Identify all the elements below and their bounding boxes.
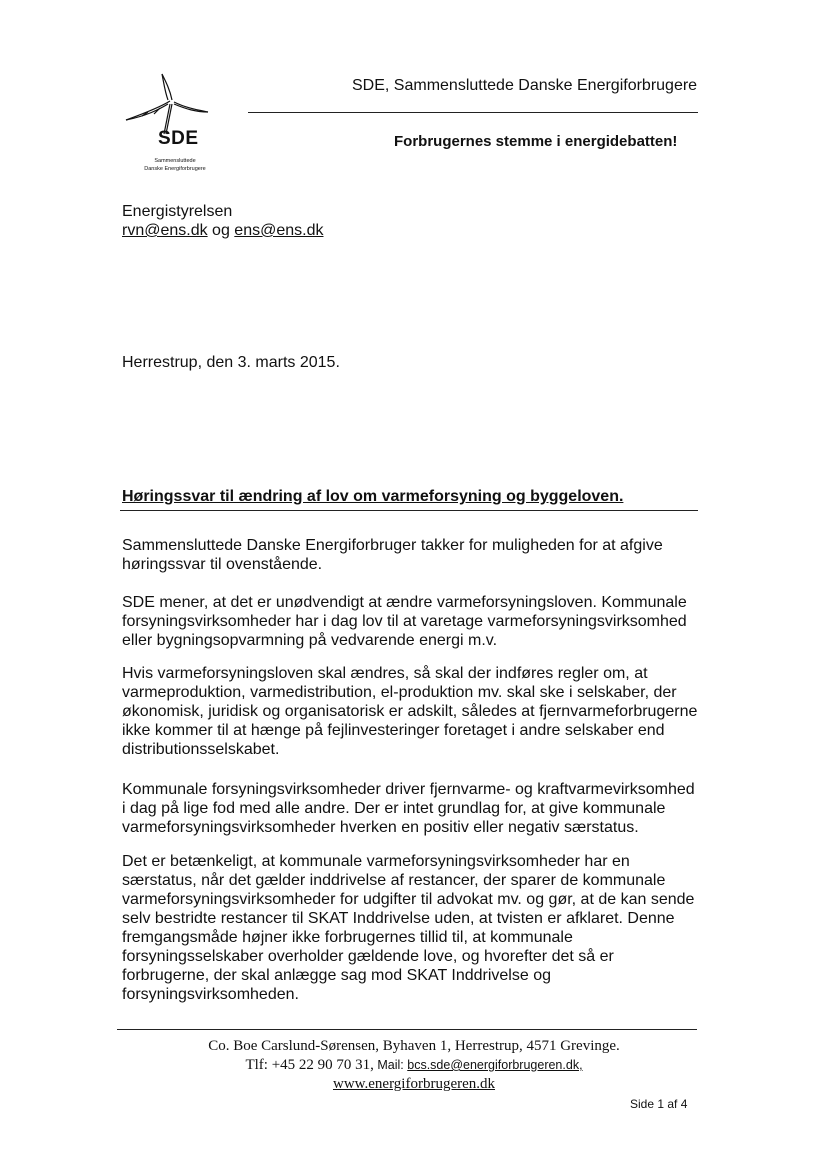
logo-abbreviation: SDE [158, 128, 199, 149]
footer-website [0, 1076, 828, 1093]
subject-divider [120, 510, 698, 511]
recipient-block [122, 202, 323, 240]
page-number: Side 1 af 4 [630, 1097, 688, 1111]
footer-mail-label: Mail: [373, 1058, 408, 1072]
body-paragraph-4: Kommunale forsyningsvirksomheder driver fjernvarme- og kraftvarmevirksomhed i dag på lige fod med alle andre. Der er intet grundlag for, at give kommunale varmeforsyningsvirksomheder hverken en positiv eller negativ særstatus. [122, 781, 695, 836]
recipient-emails [122, 221, 323, 240]
recipient-email-link-2[interactable]: ens@ens.dk [234, 222, 324, 239]
footer-address: Co. Boe Carslund-Sørensen, Byhaven 1, Herrestrup, 4571 Grevinge. [208, 1038, 620, 1054]
sde-logo [118, 72, 238, 182]
letter-subject: Høringssvar til ændring af lov om varmeforsyning og byggeloven. [122, 488, 624, 505]
body-paragraph-1: Sammensluttede Danske Energiforbruger takker for muligheden for at afgive høringssvar til ovenstående. [122, 537, 663, 573]
letter-date: Herrestrup, den 3. marts 2015. [122, 354, 340, 371]
logo-subtitle-line2: Danske Energiforbrugere [144, 166, 206, 172]
footer-phone: Tlf: +45 22 90 70 31, [245, 1057, 374, 1073]
header-tagline: Forbrugernes stemme i energidebatten! [394, 133, 678, 150]
body-paragraph-5: Det er betænkeligt, at kommunale varmeforsyningsvirksomheder har en særstatus, når det gælder inddrivelse af restancer, der sparer de kommunale varmeforsyningsvirksomheder for udgifter til advokat mv. og gør, at de kan sende selv bestridte restancer til SKAT Inddrivelse uden, at tvisten er afklaret. Denne fremgangsmåde højner ikke forbrugernes tillid til, at kommunale forsyningsselskaber overholder gældende love, og hvorefter det så er forbrugerne, der skal anlægge sag mod SKAT Inddrivelse og forsyningsvirksomheden. [122, 853, 695, 1003]
recipient-email-joiner: og [207, 222, 235, 239]
logo-subtitle-line1: Sammensluttede [154, 158, 196, 164]
header-divider [248, 112, 698, 113]
header-organization: SDE, Sammensluttede Danske Energiforbrugere [352, 77, 698, 94]
body-paragraph-3: Hvis varmeforsyningsloven skal ændres, så skal der indføres regler om, at varmeproduktion, varmedistribution, el-produktion mv. skal ske i selskaber, der økonomisk, juridisk og organisatorisk er adskilt, således at fjernvarmeforbrugerne ikke kommer til at hænge på fejlinvesteringer foretaget i andre selskaber end distributionsselskabet. [122, 665, 698, 758]
recipient-email-link-1[interactable]: rvn@ens.dk [122, 222, 208, 239]
recipient-name: Energistyrelsen [122, 203, 233, 220]
footer-website-link[interactable]: www.energiforbrugeren.dk [332, 1076, 496, 1092]
footer-divider [117, 1029, 697, 1030]
footer-contact [0, 1057, 828, 1074]
body-paragraph-2: SDE mener, at det er unødvendigt at ændre varmeforsyningsloven. Kommunale forsyningsvirksomheder har i dag lov til at varetage varmeforsyningsvirksomhed eller bygningsopvarmning på vedvarende energi m.v. [122, 594, 687, 649]
footer-mail-link[interactable]: bcs.sde@energiforbrugeren.dk, [407, 1058, 583, 1072]
